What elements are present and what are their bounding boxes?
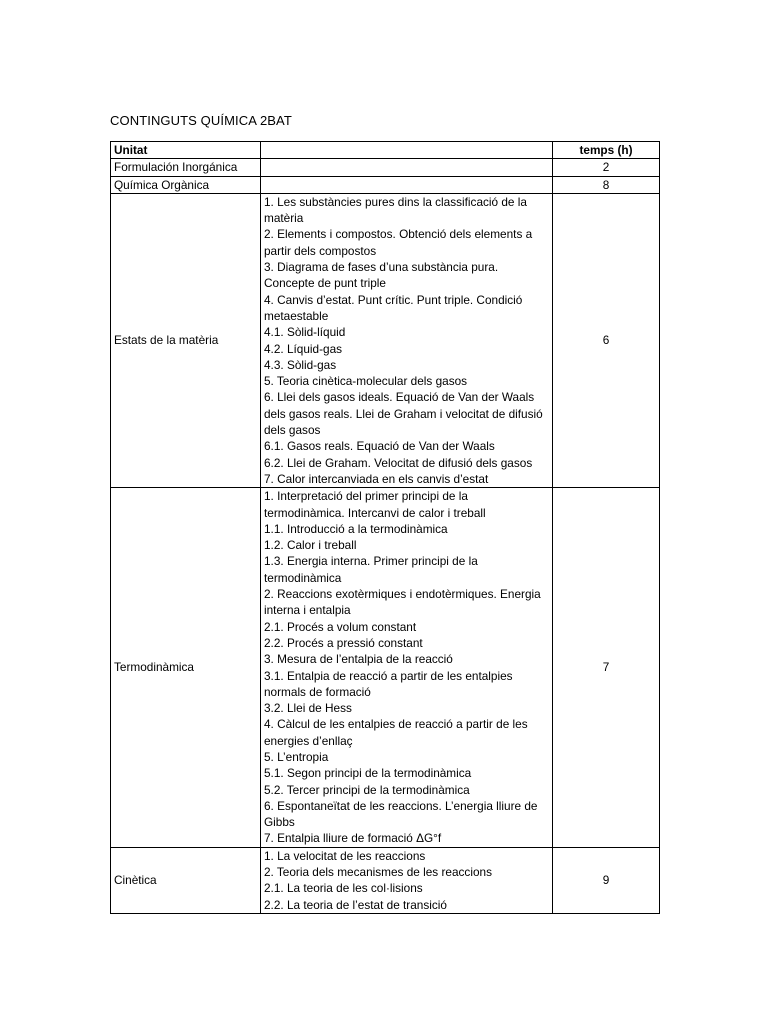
content-line: 3.2. Llei de Hess	[264, 701, 352, 716]
hours-cell: 7	[553, 488, 660, 848]
content-line: 1. Les substàncies pures dins la classificació de la matèria	[264, 194, 527, 226]
content-line: 1. Interpretació del primer principi de la termodinàmica. Intercanvi de calor i treball	[264, 489, 486, 520]
content-cell	[261, 847, 553, 913]
table-row	[111, 847, 660, 913]
content-line: 5.1. Segon principi de la termodinàmica	[264, 766, 472, 781]
header-content	[261, 142, 553, 159]
content-line: 2. Elements i compostos. Obtenció dels elements a partir dels compostos	[264, 227, 533, 258]
table-row	[111, 159, 660, 176]
content-line: 5. L’entropia	[264, 749, 329, 764]
content-cell	[261, 193, 553, 487]
unit-cell: Termodinàmica	[111, 488, 261, 848]
hours-cell: 9	[553, 847, 660, 913]
content-line: 4. Càlcul de les entalpies de reacció a partir de les energies d’enllaç	[264, 717, 528, 748]
header-unit: Unitat	[111, 142, 261, 159]
hours-cell: 6	[553, 193, 660, 487]
content-cell	[261, 176, 553, 193]
hours-cell: 2	[553, 159, 660, 176]
content-line: 5.2. Tercer principi de la termodinàmica	[264, 782, 470, 797]
content-cell	[261, 488, 553, 848]
hours-cell: 8	[553, 176, 660, 193]
content-line: 4.3. Sòlid-gas	[264, 357, 337, 372]
content-line: 1.3. Energia interna. Primer principi de la termodinàmica	[264, 554, 478, 585]
content-line: 6. Espontaneïtat de les reaccions. L’energia lliure de Gibbs	[264, 798, 538, 830]
content-line: 2. Reaccions exotèrmiques i endotèrmiques. Energia interna i entalpia	[264, 587, 541, 618]
table-row	[111, 193, 660, 487]
content-cell	[261, 159, 553, 176]
content-line: 3. Diagrama de fases d’una substància pura. Concepte de punt triple	[264, 260, 499, 291]
unit-cell: Cinètica	[111, 847, 261, 913]
unit-cell: Estats de la matèria	[111, 193, 261, 487]
table-body	[111, 159, 660, 914]
content-line: 5. Teoria cinètica-molecular dels gasos	[264, 374, 468, 389]
content-line: 1.1. Introducció a la termodinàmica	[264, 521, 448, 536]
content-line: 2.1. La teoria de les col·lisions	[264, 881, 423, 896]
content-line: 6. Llei dels gasos ideals. Equació de Van der Waals dels gasos reals. Llei de Graham i velocitat de difusió dels gasos	[264, 390, 543, 438]
table-header-row	[111, 142, 660, 159]
content-line: 1. La velocitat de les reaccions	[264, 848, 426, 863]
document-title: CONTINGUTS QUÍMICA 2BAT	[110, 113, 292, 128]
unit-cell: Química Orgànica	[111, 176, 261, 193]
content-line: 7. Entalpia lliure de formació ΔG°f	[264, 831, 442, 846]
header-hours: temps (h)	[553, 142, 660, 159]
content-line: 6.1. Gasos reals. Equació de Van der Waals	[264, 439, 495, 454]
contents-table	[110, 141, 660, 914]
content-line: 3. Mesura de l’entalpia de la reacció	[264, 652, 453, 667]
content-line: 4.1. Sòlid-líquid	[264, 325, 346, 340]
unit-cell: Formulación Inorgánica	[111, 159, 261, 176]
table-row	[111, 488, 660, 848]
content-line: 2.2. Procés a pressió constant	[264, 635, 423, 650]
content-line: 4.2. Líquid-gas	[264, 341, 343, 356]
content-line: 6.2. Llei de Graham. Velocitat de difusió dels gasos	[264, 455, 533, 470]
content-line: 3.1. Entalpia de reacció a partir de les entalpies normals de formació	[264, 668, 513, 699]
content-line: 2.2. La teoria de l’estat de transició	[264, 897, 447, 912]
content-line: 7. Calor intercanviada en els canvis d’estat	[264, 471, 489, 486]
content-line: 2.1. Procés a volum constant	[264, 619, 417, 634]
content-line: 1.2. Calor i treball	[264, 538, 357, 553]
content-line: 4. Canvis d’estat. Punt crític. Punt triple. Condició metaestable	[264, 292, 523, 323]
content-line: 2. Teoria dels mecanismes de les reaccions	[264, 865, 492, 880]
table-row	[111, 176, 660, 193]
